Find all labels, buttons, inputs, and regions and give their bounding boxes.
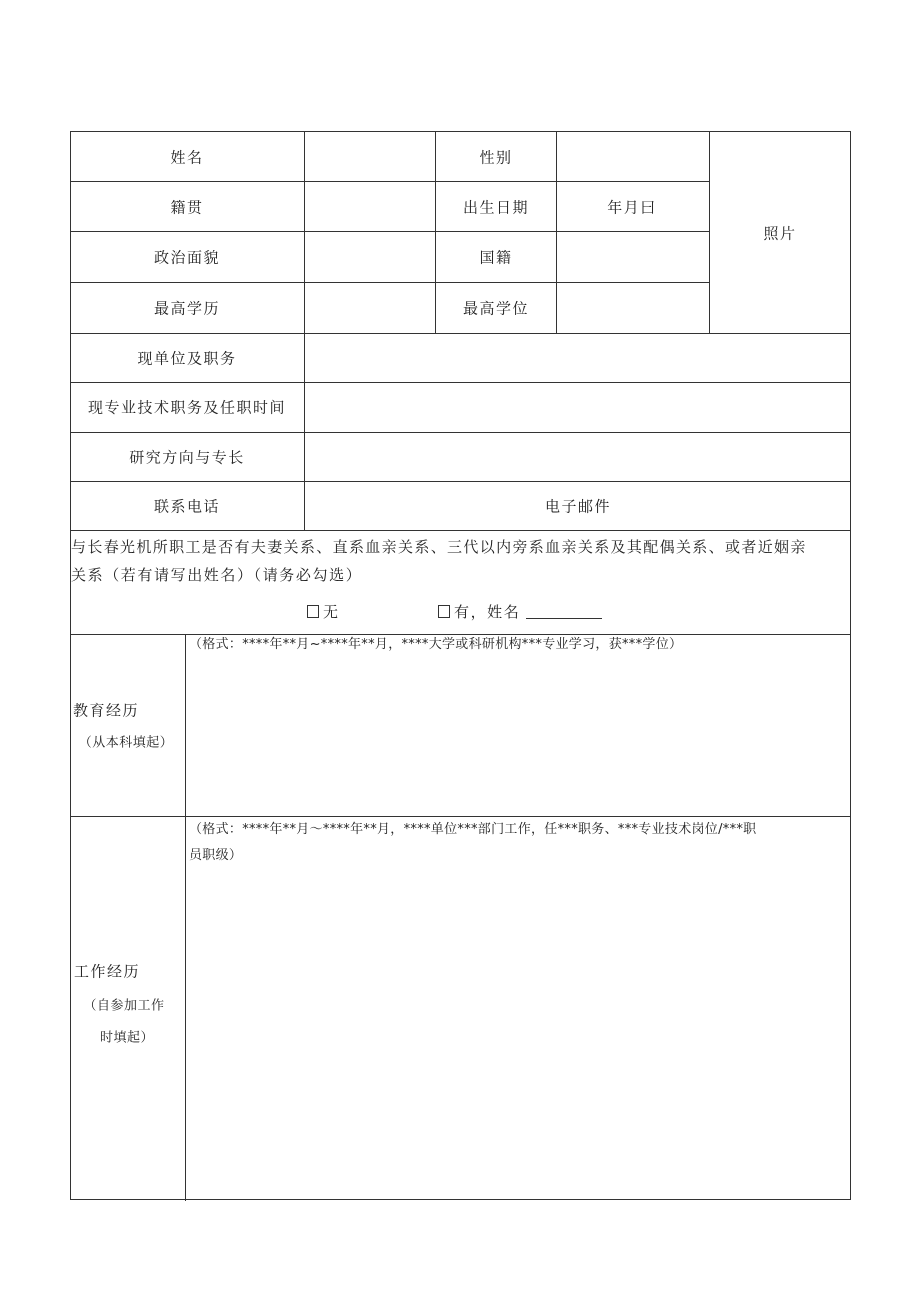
- research-label: 研究方向与专长: [129, 448, 245, 467]
- option-no-label: 无: [323, 603, 340, 621]
- gender-field[interactable]: [557, 132, 709, 181]
- gender-label: 性别: [479, 148, 513, 167]
- work-history-hint: [189, 817, 849, 869]
- relation-options: [307, 598, 602, 626]
- phone-label: 联系电话: [153, 497, 221, 516]
- checkbox-no-icon[interactable]: [307, 605, 319, 618]
- work-history-hint-line-2: 员职级）: [189, 848, 243, 863]
- name-field[interactable]: [305, 132, 435, 181]
- birth-date-label: 出生日期: [462, 198, 530, 217]
- option-no[interactable]: [307, 603, 340, 621]
- nationality-field[interactable]: [557, 232, 709, 282]
- checkbox-yes-icon[interactable]: [438, 605, 450, 618]
- current-unit-field[interactable]: [305, 334, 851, 382]
- research-field[interactable]: [305, 433, 851, 481]
- photo-label: 照片: [763, 224, 797, 243]
- current-unit-label: 现单位及职务: [137, 349, 237, 368]
- degree-field[interactable]: [557, 283, 709, 333]
- birth-date-field[interactable]: 年月曰: [607, 198, 657, 217]
- edu-history-sub: （从本科填起）: [78, 735, 174, 751]
- option-yes-label: 有，姓名: [453, 603, 521, 621]
- edu-history-field[interactable]: [186, 662, 851, 816]
- tech-title-label: 现专业技术职务及任职时间: [87, 398, 287, 417]
- relation-question: [71, 533, 851, 589]
- application-form-table: [70, 131, 851, 1200]
- nationality-label: 国籍: [479, 248, 513, 267]
- relative-name-blank[interactable]: [526, 604, 602, 619]
- political-status-field[interactable]: [305, 232, 435, 282]
- work-history-field[interactable]: [186, 872, 851, 1200]
- education-label: 最高学历: [153, 299, 221, 318]
- edu-history-hint: （格式：****年**月~****年**月，****大学或科研机构***专业学习，获***学位）: [189, 637, 683, 652]
- native-place-label: 籍贯: [170, 198, 204, 217]
- work-history-label: 工作经历: [73, 962, 141, 981]
- degree-label: 最高学位: [462, 299, 530, 318]
- tech-title-field[interactable]: [305, 383, 851, 432]
- work-history-sub-1: （自参加工作: [83, 998, 165, 1014]
- political-status-label: 政治面貌: [153, 248, 221, 267]
- education-field[interactable]: [305, 283, 435, 333]
- relation-text-line-1: 与长春光机所职工是否有夫妻关系、直系血亲关系、三代以内旁系血亲关系及其配偶关系、或者近姻亲: [71, 538, 807, 556]
- work-history-hint-line-1: （格式：****年**月～****年**月，****单位***部门工作，任***职务、***专业技术岗位/***职: [189, 822, 757, 837]
- work-history-sub-2: 时填起）: [99, 1030, 155, 1046]
- name-label: 姓名: [170, 148, 204, 167]
- native-place-field[interactable]: [305, 182, 435, 231]
- option-yes[interactable]: [438, 603, 602, 621]
- relation-text-line-2: 关系（若有请写出姓名）（请务必勾选）: [71, 566, 363, 584]
- edu-history-label: 教育经历: [72, 701, 140, 720]
- email-label: 电子邮件: [544, 497, 612, 516]
